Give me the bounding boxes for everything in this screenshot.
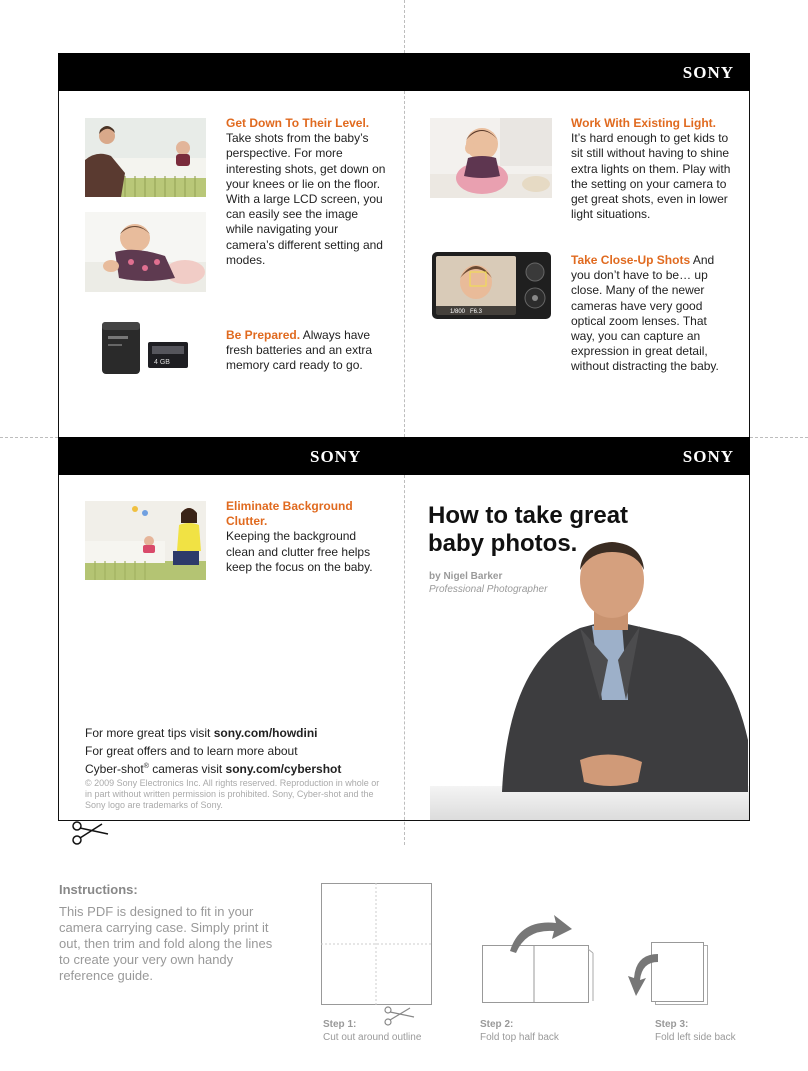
sony-logo: SONY	[682, 63, 734, 82]
step1-label: Step 1:	[323, 1019, 357, 1030]
step3-label: Step 3:	[655, 1019, 689, 1030]
instructions-body: This PDF is designed to fit in your camera carrying case. Simply print it out, then trim and fold along the lines to create your very own handy reference guide.	[59, 904, 273, 983]
tip-title: Work With Existing Light.	[571, 116, 716, 130]
cover-role: Professional Photographer	[429, 584, 548, 595]
mother-baby-crib-photo	[85, 501, 206, 580]
tip-be-prepared	[226, 328, 386, 374]
offers-line1: For great offers and to learn more about	[85, 744, 298, 758]
sony-logo: SONY	[310, 447, 362, 466]
tip-clutter	[226, 499, 386, 575]
tip-title: Eliminate Background Clutter.	[226, 499, 353, 529]
tip-get-down	[226, 116, 386, 268]
battery-memory-card-photo	[100, 320, 192, 376]
step1-diagram	[321, 883, 433, 1007]
step2-desc: Fold top half back	[480, 1032, 559, 1043]
instructions-heading: Instructions:	[59, 882, 138, 897]
howdini-link[interactable]: sony.com/howdini	[213, 726, 318, 740]
tip-body: Take shots from the baby’s perspective. For more interesting shots, get down on your knees or lie on the floor. With a large LCD screen, you can easily see the image while navigating your camera’s different setting and modes.	[226, 131, 386, 267]
tip-body: Always have fresh batteries and an extra memory card ready to go.	[226, 328, 373, 373]
copyright-text: © 2009 Sony Electronics Inc. All rights reserved. Reproduction in whole or in part without written permission is prohibited. Sony, Cyber-shot and the Sony logo are trademarks of Sony.	[85, 778, 380, 810]
tip-close-up	[571, 253, 731, 375]
step2-label: Step 2:	[480, 1019, 514, 1030]
tip-title: Take Close-Up Shots	[571, 253, 691, 267]
howdini-prefix: For more great tips visit	[85, 726, 214, 740]
offers-mid: cameras visit	[148, 762, 226, 776]
tip-body: And you don’t have to be… up close. Many of the newer cameras have very good optical zoom lenses. That way, you can capture an expression in great detail, without distracting the baby.	[571, 253, 719, 374]
camera-lcd-photo	[432, 252, 551, 319]
cover-title-line2: baby photos.	[428, 530, 578, 557]
tip-body: It’s hard enough to get kids to sit still without having to shine extra lights on them. Play with the setting on your camera to get great shots, even in lower light situations.	[571, 131, 731, 222]
step1-scissors-icon	[382, 1004, 416, 1028]
tip-title: Get Down To Their Level.	[226, 116, 370, 130]
father-baby-photo	[85, 118, 206, 197]
step2-diagram	[480, 913, 596, 1005]
baby-lying-photo	[85, 212, 206, 292]
middle-header-bar	[58, 437, 750, 475]
baby-sitting-photo	[430, 118, 552, 198]
memory-card-label: 4 GB	[154, 359, 170, 366]
cybershot-link-line	[85, 743, 395, 777]
fold-line-top	[404, 0, 405, 53]
camera-shutter: 1/800	[450, 309, 466, 315]
tip-title: Be Prepared.	[226, 328, 301, 342]
step1-desc: Cut out around outline	[323, 1032, 422, 1043]
howdini-link-line	[85, 725, 395, 741]
step3-desc: Fold left side back	[655, 1032, 736, 1043]
top-header-bar	[58, 53, 750, 91]
fold-line-left	[0, 437, 58, 438]
photographer-portrait	[430, 540, 749, 820]
tip-existing-light	[571, 116, 731, 222]
cybershot-link[interactable]: sony.com/cybershot	[225, 762, 342, 776]
camera-aperture: F6.3	[470, 309, 483, 315]
fold-line-right	[750, 437, 808, 438]
step3-diagram	[628, 940, 714, 1008]
cover-title-line1: How to take great	[428, 502, 629, 529]
offers-registered: ®	[143, 763, 149, 770]
scissors-icon	[70, 818, 110, 848]
tip-body: Keeping the background clean and clutter free helps keep the focus on the baby.	[226, 529, 373, 574]
cover-byline: by Nigel Barker	[429, 571, 503, 582]
sony-logo: SONY	[682, 447, 734, 466]
offers-prefix: Cyber-shot	[85, 762, 144, 776]
